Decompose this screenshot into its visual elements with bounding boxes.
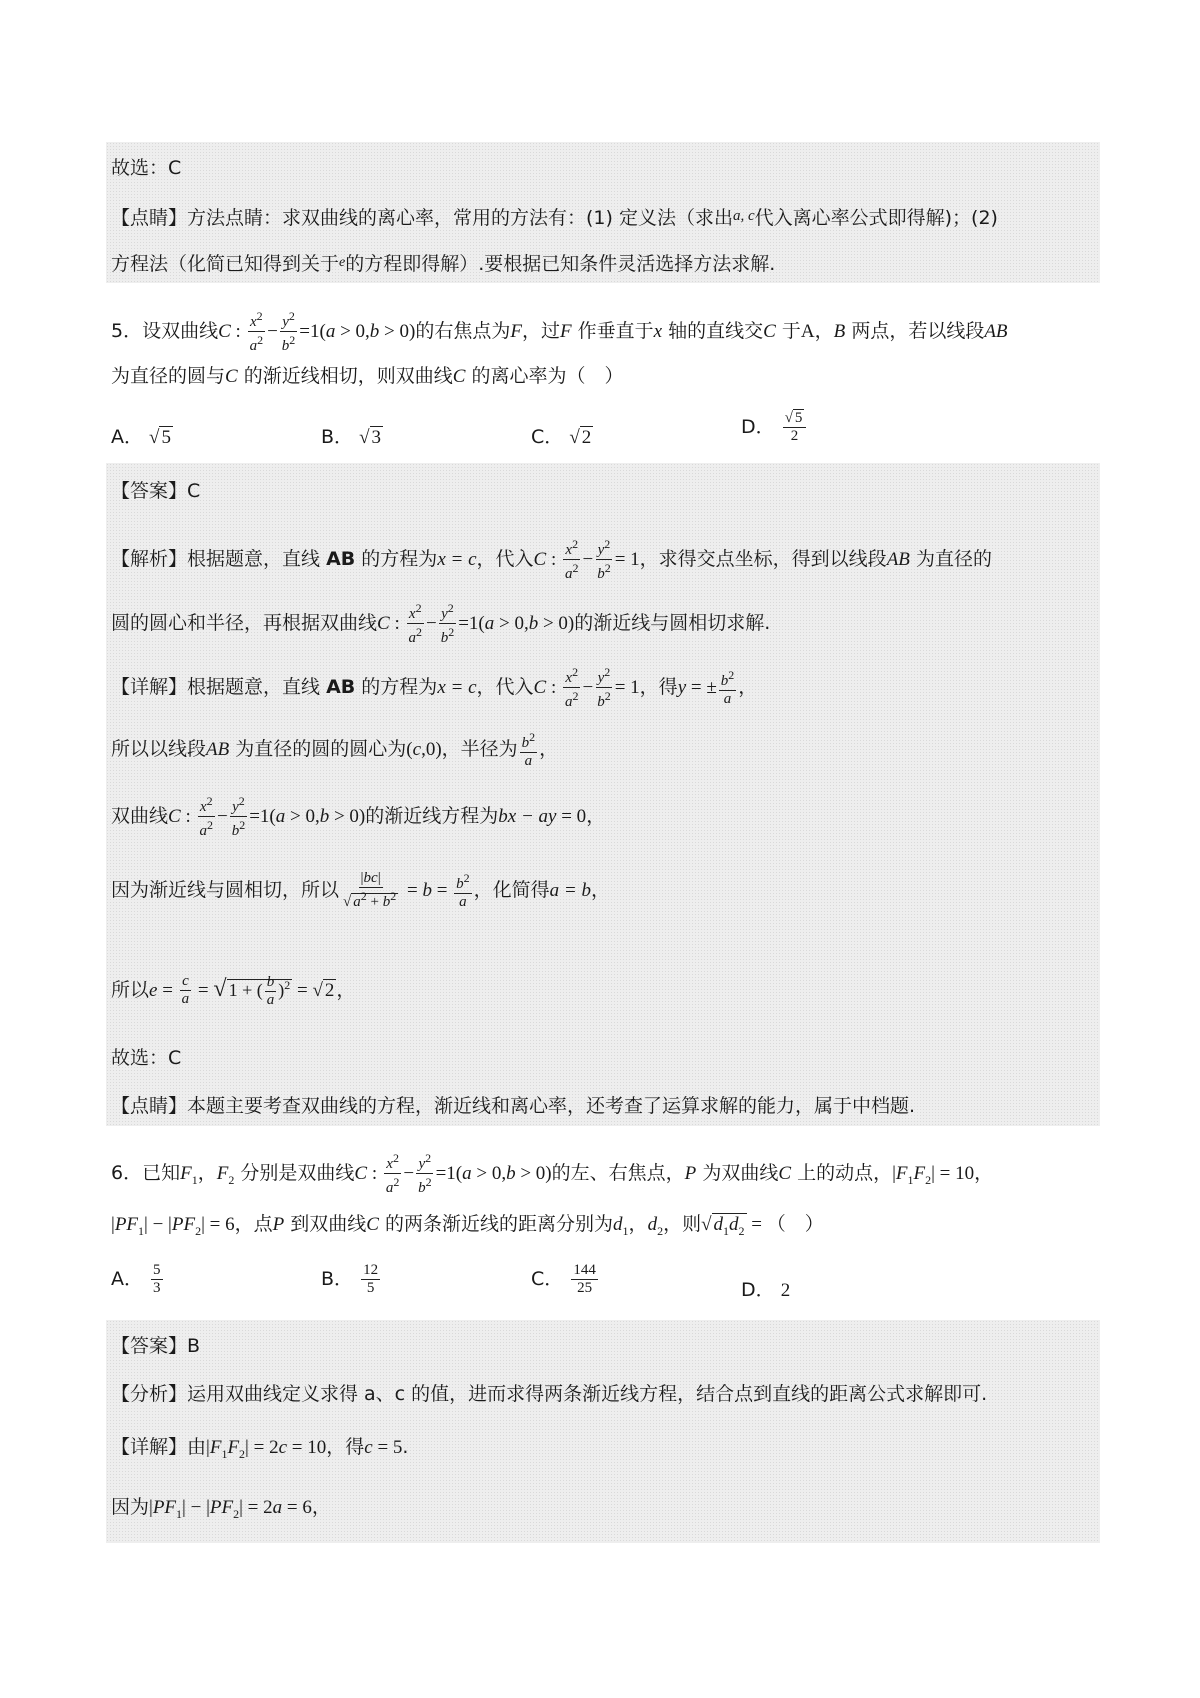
q5-option-b: B． √ 3 (321, 426, 382, 448)
q6-option-a: A． $\frac{5}{3}$ (111, 1262, 161, 1296)
q6-detail-line-1: 【详解】由$|F_1F_2| = 2c = 10$，得c = 5. (111, 1436, 409, 1461)
tip-line-2: 方程法（化简已知得到关于$^e$的方程即得解）.要根据已知条件灵活选择方法求解. (111, 253, 776, 275)
q5-detail-line-3: 双曲线C : $\frac{x^2}{a^2}$ − $\frac{y^2}{b^2}$ =1(a > 0,b > 0)的渐近线方程为bx − ay = 0， (111, 794, 606, 839)
question-5-line-1: 5．设双曲线C : $\frac{x^2}{a^2}$ − $\frac{y^2}{b^2}$ =1(a > 0,b > 0)的右焦点为F，过F 作垂直于x 轴的直线交C 于A，B 两点，若以线段AB (111, 309, 1008, 354)
q6-option-d: D． 2 (741, 1279, 791, 1301)
q5-detail-line-1: 【详解】根据题意，直线 AB 的方程为x = c，代入C : $\frac{x^2}{a^2}$ − $\frac{y^2}{b^2}$ = 1，得y = ± $\frac{b^2}{a}$ ， (111, 665, 758, 710)
q5-analysis-line-1: 【解析】根据题意，直线 AB 的方程为x = c，代入C : $\frac{x^2}{a^2}$ − $\frac{y^2}{b^2}$ = 1，求得交点坐标，得到以线段AB 为直径的 (111, 537, 992, 582)
q5-option-d: D． $\frac{√ 5}{2}$ (741, 410, 808, 445)
choice-line: 故选：C (111, 157, 182, 179)
q5-answer: 【答案】C (111, 480, 201, 502)
q5-option-a: A． √ 5 (111, 426, 171, 448)
q5-detail-line-4: 因为渐近线与圆相切，所以 $\frac{|bc|}{√ a^2 + b^2}$ = b = $\frac{b^2}{a}$ ，化简得a = b， (111, 870, 611, 910)
q6-detail-line-2: 因为$|PF_1| - |PF_2| = 2a = 6$， (111, 1496, 331, 1521)
q6-analysis: 【分析】运用双曲线定义求得 a、c 的值，进而求得两条渐近线方程，结合点到直线的距离公式求解即可. (111, 1383, 988, 1405)
q6-option-c: C． $\frac{144}{25}$ (531, 1262, 596, 1296)
q5-detail-line-5: 所以e = $\frac{c}{a}$ = √ 1 + ( $\frac{b}{a}$ )$^2$ = √ 2 ， (111, 973, 356, 1009)
question-5-line-2: 为直径的圆与C 的渐近线相切，则双曲线C 的离心率为（ ） (111, 365, 624, 387)
question-6-line-2: $|PF_1| - |PF_2| = 6$，点P 到双曲线C 的两条渐近线的距离分别为$d_1$，$d_2$，则√ $d_1d_2$ = （ ） (111, 1213, 824, 1238)
q5-detail-line-2: 所以以线段AB 为直径的圆的圆心为(c,0)，半径为 $\frac{b^2}{a}$ ， (111, 730, 559, 769)
q5-choose: 故选：C (111, 1047, 182, 1069)
q5-comment: 【点睛】本题主要考查双曲线的方程，渐近线和离心率，还考查了运算求解的能力，属于中档题. (111, 1095, 916, 1117)
tip-line-1: 【点睛】方法点睛：求双曲线的离心率，常用的方法有：(1) 定义法（求出$^{a, c}$代入离心率公式即得解)；(2) (111, 207, 998, 229)
q6-answer: 【答案】B (111, 1335, 201, 1357)
q5-analysis-line-2: 圆的圆心和半径，再根据双曲线C : $\frac{x^2}{a^2}$ − $\frac{y^2}{b^2}$ =1(a > 0,b > 0)的渐近线与圆相切求解. (111, 601, 771, 646)
q5-option-c: C． √ 2 (531, 426, 592, 448)
question-6-line-1: 6．已知$F_1$，$F_2$ 分别是双曲线C : $\frac{x^2}{a^2}$ − $\frac{y^2}{b^2}$ =1(a > 0,b > 0)的左、右焦点，P 为双曲线C 上的动点，$|F_1F_2| = 10$， (111, 1151, 994, 1196)
q6-option-b: B． $\frac{12}{5}$ (321, 1262, 379, 1296)
